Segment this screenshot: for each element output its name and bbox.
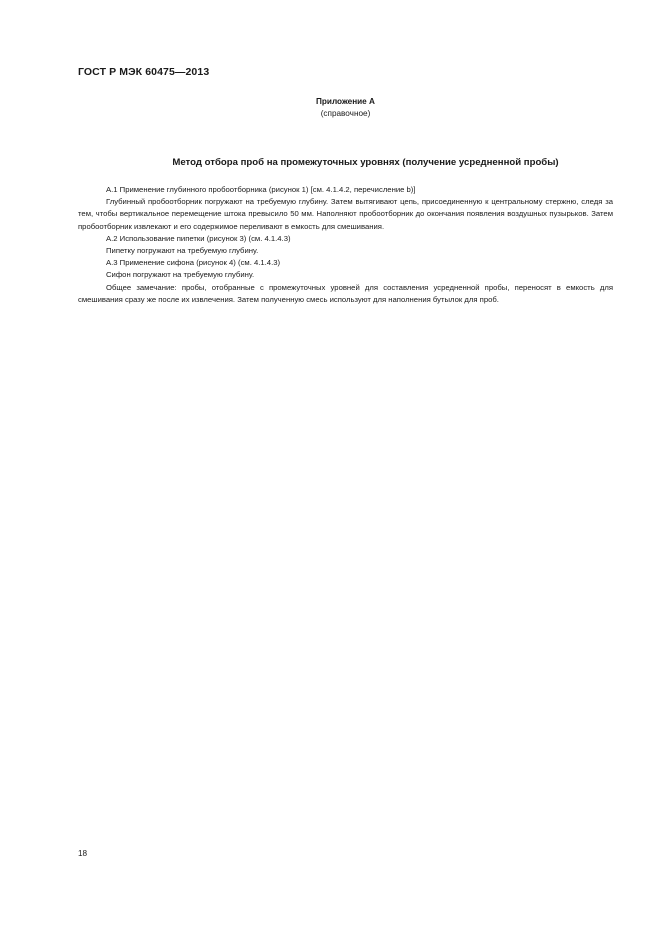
paragraph-a3-body: Сифон погружают на требуемую глубину.: [106, 270, 255, 280]
appendix-subtitle: (справочное): [320, 109, 371, 118]
paragraph-a1-heading: А.1 Применение глубинного пробоотборника (рисунок 1) [см. 4.1.4.2, перечисление b)]: [106, 185, 416, 194]
paragraph-a2-body: Пипетку погружают на требуемую глубину.: [106, 246, 259, 256]
body-text: [78, 184, 613, 306]
paragraph-a2-heading: А.2 Использование пипетки (рисунок 3) (см. 4.1.4.3): [106, 233, 291, 243]
standard-id-header: ГОСТ Р МЭК 60475—2013: [78, 66, 210, 78]
appendix-title: Приложение А: [316, 97, 375, 106]
section-title: Метод отбора проб на промежуточных уровнях (получение усредненной пробы): [172, 157, 559, 168]
appendix-heading: [0, 96, 661, 120]
page-number: 18: [78, 849, 88, 858]
paragraph-a1-body: Глубинный пробоотборник погружают на требуемую глубину. Затем вытягивают цепь, присоединенную к центральному стержню, следя за тем, чтобы вертикальное перемещение штока превысило 50 мм. Наполняют пробоотборник до окончания появления воздушных пузырьков. Затем пробоотборник извлекают и его содержимое переливают в емкость для смешивания.: [78, 197, 613, 231]
paragraph-general-note: Общее замечание: пробы, отобранные с промежуточных уровней для составления усредненной пробы, переносят в емкость для смешивания сразу же после их извлечения. Затем полученную смесь используют для наполнения бутылок для проб.: [78, 282, 613, 304]
paragraph-a3-heading: А.3 Применение сифона (рисунок 4) (см. 4.1.4.3): [106, 258, 281, 268]
